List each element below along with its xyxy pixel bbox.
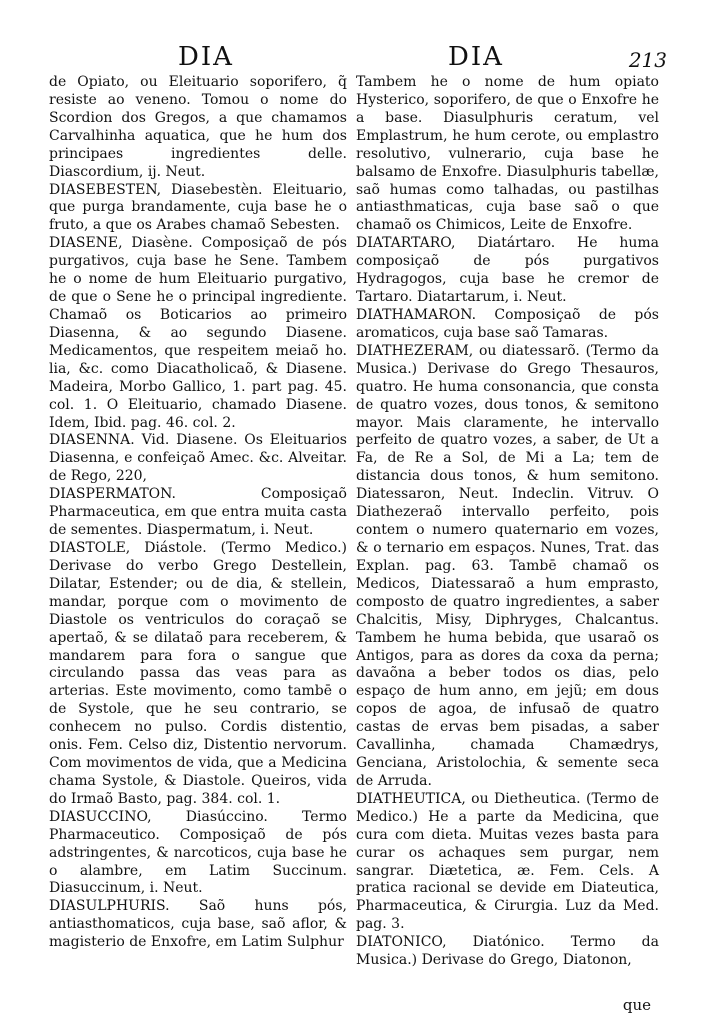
dictionary-entry: DIASENNA. Vid. Diasene. Os Eleituarios Diasenna, e confeiçaõ Amec. &c. Alveitar. de Rego, 220, bbox=[49, 432, 347, 485]
page-header bbox=[0, 42, 709, 78]
dictionary-entry: DIASULPHURIS. Saõ huns pós, antiasthomaticos, cuja base, saõ aflor, & magisterio de Enxofre, em Latim Sulphur bbox=[49, 898, 347, 951]
dictionary-entry: DIATHEUTICA, ou Dietheutica. (Termo de Medico.) He a parte da Medicina, que cura com dieta. Muitas vezes basta para curar os achaques sem purgar, nem sangrar. Diætetica, æ. Fem. Cels. A pratica racional se devide em Diateutica, Pharmaceutica, & Cirurgia. Luz da Med. pag. 3. bbox=[356, 790, 659, 933]
dictionary-entry: Tambem he o nome de hum opiato Hysterico, soporifero, de que o Enxofre he a base. Diasulphuris ceratum, vel Emplastrum, he hum cerote, ou emplastro resolutivo, vulnerario, cuja base he balsamo de Enxofre. Diasulphuris tabellæ, saõ humas como talhadas, ou pastilhas antiasthmaticas, cuja base saõ o que chamaõ os Chimicos, Leite de Enxofre. bbox=[356, 74, 659, 234]
right-column bbox=[356, 74, 659, 970]
left-column bbox=[49, 74, 347, 952]
dictionary-entry: DIASUCCINO, Diasúccino. Termo Pharmaceutico. Composiçaõ de pós adstringentes, & narcoticos, cuja base he o alambre, em Latim Succinum. Diasuccinum, i. Neut. bbox=[49, 808, 347, 897]
dictionary-entry: de Opiato, ou Eleituario soporifero, q̃ resiste ao veneno. Tomou o nome do Scordion dos Gregos, a que chamamos Carvalhinha aquatica, que he hum dos principaes ingredientes delle. Diascordium, ij. Neut. bbox=[49, 74, 347, 180]
dictionary-entry: DIASEBESTEN, Diasebestèn. Eleituario, que purga brandamente, cuja base he o fruto, a que os Arabes chamaõ Sebesten. bbox=[49, 181, 347, 234]
page-number: 213 bbox=[628, 48, 667, 72]
dictionary-entry: DIATONICO, Diatónico. Termo da Musica.) Derivase do Grego, Diatonon, bbox=[356, 934, 659, 969]
dictionary-entry: DIASENE, Diasène. Composiçaõ de pós purgativos, cuja base he Sene. Tambem he o nome de hum Eleituario purgativo, de que o Sene he o principal ingrediente. Chamaõ os Boticarios ao primeiro Diasenna, & ao segundo Diasene. Medicamentos, que respeitem meiaõ ho. lia, &c. como Diacatholicaõ, & Diasene. Madeira, Morbo Gallico, 1. part pag. 45. col. 1. O Eleituario, chamado Diasene. Idem, Ibid. pag. 46. col. 2. bbox=[49, 235, 347, 431]
dictionary-entry: DIATHEZERAM, ou diatessarõ. (Termo da Musica.) Derivase do Grego Thesauros, quatro. He huma consonancia, que consta de quatro vozes, dous tonos, & semitono mayor. Mais claramente, he intervallo perfeito de quatro vozes, a saber, de Ut a Fa, de Re a Sol, de Mi a La; tem de distancia dous tonos, & hum semitono. Diatessaron, Neut. Indeclin. Vitruv. O Diathezeraõ intervallo perfeito, pois contem o numero quaternario em vozes, & o ternario em espaços. Nunes, Trat. das Explan. pag. 63. Tambē chamaõ os Medicos, Diatessaraõ a hum emprasto, composto de quatro ingredientes, a saber Chalcitis, Misy, Diphryges, Chalcantus. Tambem he huma bebida, que usaraõ os Antigos, para as dores da coxa da perna; davaõna a beber todos os dias, pelo espaço de hum anno, em jejũ; em dous copos de agoa, de infusaõ de quatro castas de ervas bem pisadas, a saber Cavallinha, chamada Chamædrys, Genciana, Aristolochia, & semente seca de Arruda. bbox=[356, 342, 659, 789]
right-running-head: DIA bbox=[448, 42, 504, 72]
catchword: que bbox=[622, 996, 651, 1014]
dictionary-entry: DIATHAMARON. Composiçaõ de pós aromaticos, cuja base saõ Tamaras. bbox=[356, 306, 659, 341]
dictionary-entry: DIASPERMATON. Composiçaõ Pharmaceutica, em que entra muita casta de sementes. Diaspermatum, i. Neut. bbox=[49, 486, 347, 539]
dictionary-entry: DIASTOLE, Diástole. (Termo Medico.) Derivase do verbo Grego Destellein, Dilatar, Estender; ou de dia, & stellein, mandar, porque com o movimento de Diastole os ventriculos do coraçaõ se apertaõ, & se dilataõ para receberem, & mandarem para fora o sangue que circulando passa das veas para as arterias. Este movimento, como tambē o de Systole, que he seu contrario, se conhecem no pulso. Cordis distentio, onis. Fem. Celso diz, Distentio nervorum. Com movimentos de vida, que a Medicina chama Systole, & Diastole. Queiros, vida do Irmaõ Basto, pag. 384. col. 1. bbox=[49, 539, 347, 807]
left-running-head: DIA bbox=[178, 42, 234, 72]
dictionary-entry: DIATARTARO, Diatártaro. He huma composiçaõ de pós purgativos Hydragogos, cuja base he cremor de Tartaro. Diatartarum, i. Neut. bbox=[356, 235, 659, 306]
